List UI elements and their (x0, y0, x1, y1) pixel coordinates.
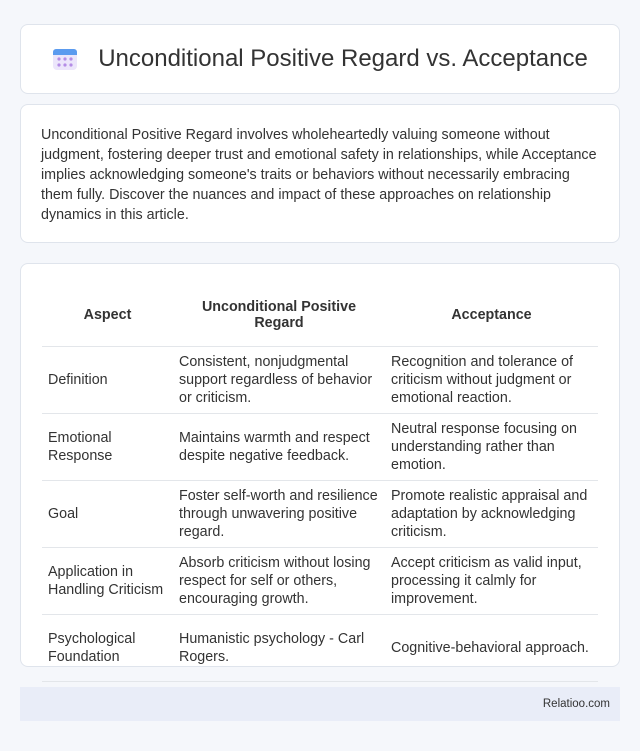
header-acceptance: Acceptance (385, 284, 598, 347)
header-upr: Unconditional Positive Regard (173, 284, 385, 347)
cell-aspect: Definition (42, 347, 173, 414)
cell-upr: Humanistic psychology - Carl Rogers. (173, 615, 385, 682)
table-row (42, 414, 598, 481)
table-row (42, 347, 598, 414)
cell-aspect: Goal (42, 481, 173, 548)
intro-text: Unconditional Positive Regard involves wholeheartedly valuing someone without judgment, fostering deeper trust and emotional safety in relationships, while Acceptance implies acknowledging someone's traits or behaviors without necessarily embracing them fully. Discover the nuances and impact of these approaches on relationship dynamics in this article. (41, 127, 597, 223)
table-header-row (42, 284, 598, 347)
cell-acceptance: Cognitive-behavioral approach. (385, 615, 598, 682)
title-card (20, 24, 620, 94)
cell-acceptance: Recognition and tolerance of criticism without judgment or emotional reaction. (385, 347, 598, 414)
cell-aspect: Emotional Response (42, 414, 173, 481)
calendar-icon (52, 46, 78, 72)
cell-upr: Consistent, nonjudgmental support regardless of behavior or criticism. (173, 347, 385, 414)
cell-acceptance: Accept criticism as valid input, processing it calmly for improvement. (385, 548, 598, 615)
comparison-table (42, 284, 598, 682)
cell-upr: Foster self-worth and resilience through unwavering positive regard. (173, 481, 385, 548)
cell-upr: Absorb criticism without losing respect for self or others, encouraging growth. (173, 548, 385, 615)
cell-upr: Maintains warmth and respect despite negative feedback. (173, 414, 385, 481)
cell-acceptance: Promote realistic appraisal and adaptation by acknowledging criticism. (385, 481, 598, 548)
table-row (42, 548, 598, 615)
table-row (42, 481, 598, 548)
cell-acceptance: Neutral response focusing on understanding rather than emotion. (385, 414, 598, 481)
footer (20, 687, 620, 721)
table-row (42, 615, 598, 682)
cell-aspect: Application in Handling Criticism (42, 548, 173, 615)
header-aspect: Aspect (42, 284, 173, 347)
page-title: Unconditional Positive Regard vs. Acceptance (98, 45, 588, 72)
comparison-card (20, 263, 620, 667)
cell-aspect: Psychological Foundation (42, 615, 173, 682)
intro-card (20, 104, 620, 243)
footer-brand[interactable]: Relatioo.com (542, 698, 610, 710)
